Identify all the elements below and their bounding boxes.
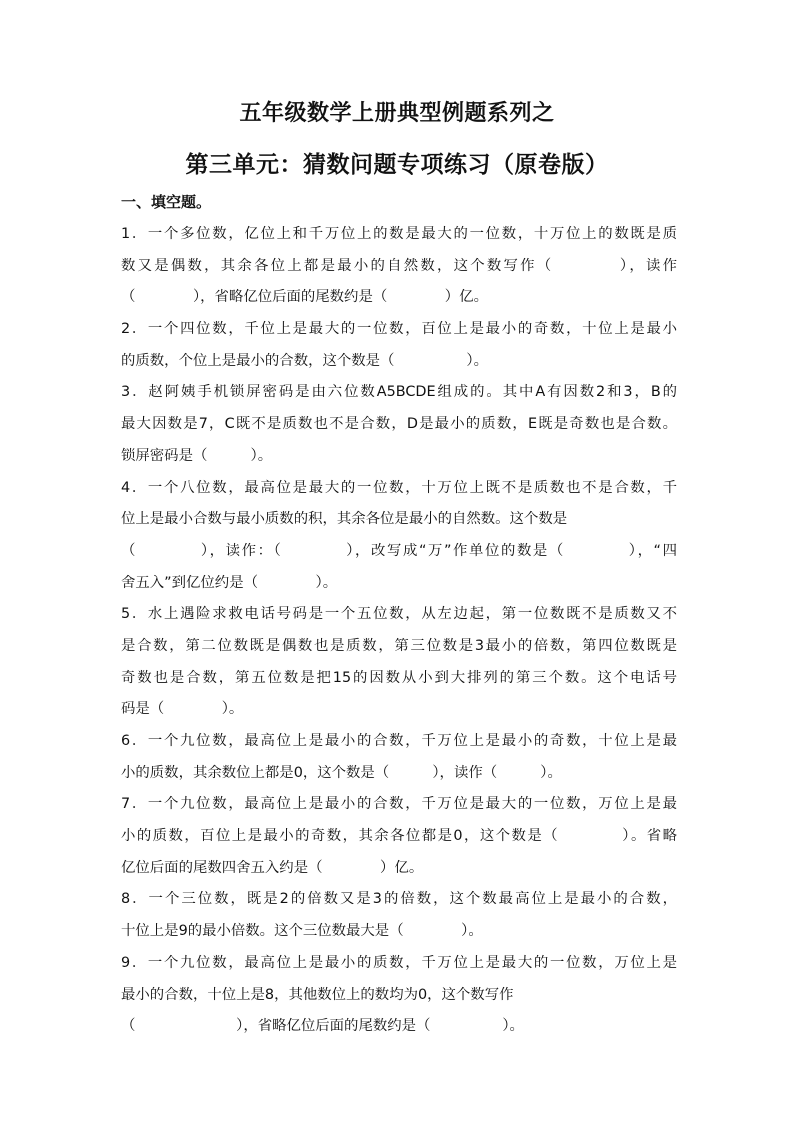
question-text-line: 8．一个三位数，既是2的倍数又是3的倍数，这个数最高位上是最小的合数， xyxy=(121,891,677,908)
question-text-line: （ ），读作：（ ），改写成“万”作单位的数是（ ），“四 xyxy=(121,542,677,559)
question-text-line: 9．一个九位数，最高位上是最小的质数，千万位上是最大的一位数，万位上是 xyxy=(121,954,677,971)
question-text-line: 码是（ ）。 xyxy=(121,701,244,718)
question-text-line: （ ），省略亿位后面的尾数约是（ ）。 xyxy=(121,1018,524,1035)
question-text-line: 最小的合数，十位上是8，其他数位上的数均为0，这个数写作 xyxy=(121,986,514,1003)
question-text-line: 5．水上遇险求救电话号码是一个五位数，从左边起，第一位数既不是质数又不 xyxy=(121,606,677,623)
section-heading: 一、填空题。 xyxy=(121,193,212,211)
question-text-line: 3．赵阿姨手机锁屏密码是由六位数A5BCDE组成的。其中A有因数2和3，B的 xyxy=(121,384,677,401)
question-text-line: 数又是偶数，其余各位上都是最小的自然数，这个数写作（ ），读作 xyxy=(121,257,677,274)
question-text-line: 奇数也是合数，第五位数是把15的因数从小到大排列的第三个数。这个电话号 xyxy=(121,669,677,686)
question-text-line: 最大因数是7，C既不是质数也不是合数，D是最小的质数，E既是奇数也是合数。 xyxy=(121,416,677,433)
question-text-line: 6．一个九位数，最高位上是最小的合数，千万位上是最小的奇数，十位上是最 xyxy=(121,733,677,749)
question-text-line: 位上是最小合数与最小质数的积，其余各位是最小的自然数。这个数是 xyxy=(121,511,568,528)
question-text-line: 舍五入”到亿位约是（ ）。 xyxy=(121,574,338,591)
worksheet-title: 五年级数学上册典型例题系列之 xyxy=(239,101,555,126)
worksheet-subtitle: 第三单元：猜数问题专项练习（原卷版） xyxy=(185,152,609,178)
question-text-line: 2．一个四位数，千位上是最大的一位数，百位上是最小的奇数，十位上是最小 xyxy=(121,321,677,338)
question-text-line: 1．一个多位数，亿位上和千万位上的数是最大的一位数，十万位上的数既是质 xyxy=(121,226,677,242)
question-text-line: 小的质数，其余数位上都是0，这个数是（ ），读作（ ）。 xyxy=(121,764,562,781)
question-text-line: 十位上是9的最小倍数。这个三位数最大是（ ）。 xyxy=(121,923,483,940)
question-text-line: 4．一个八位数，最高位是最大的一位数，十万位上既不是质数也不是合数，千 xyxy=(121,479,677,496)
question-text-line: （ ），省略亿位后面的尾数约是（ ）亿。 xyxy=(121,289,488,306)
question-text-line: 小的质数，百位上是最小的奇数，其余各位都是0，这个数是（ ）。省略 xyxy=(121,828,677,845)
question-list xyxy=(121,219,677,1043)
question-text-line: 7．一个九位数，最高位上是最小的合数，千万位是最大的一位数，万位上是最 xyxy=(121,796,677,813)
question-text-line: 的质数，个位上是最小的合数，这个数是（ ）。 xyxy=(121,352,488,369)
question-text-line: 亿位后面的尾数四舍五入约是（ ）亿。 xyxy=(121,859,424,876)
question-text-line: 是合数，第二位数既是偶数也是质数，第三位数是3最小的倍数，第四位数既是 xyxy=(121,637,677,654)
question-text-line: 锁屏密码是（ ）。 xyxy=(121,447,273,464)
